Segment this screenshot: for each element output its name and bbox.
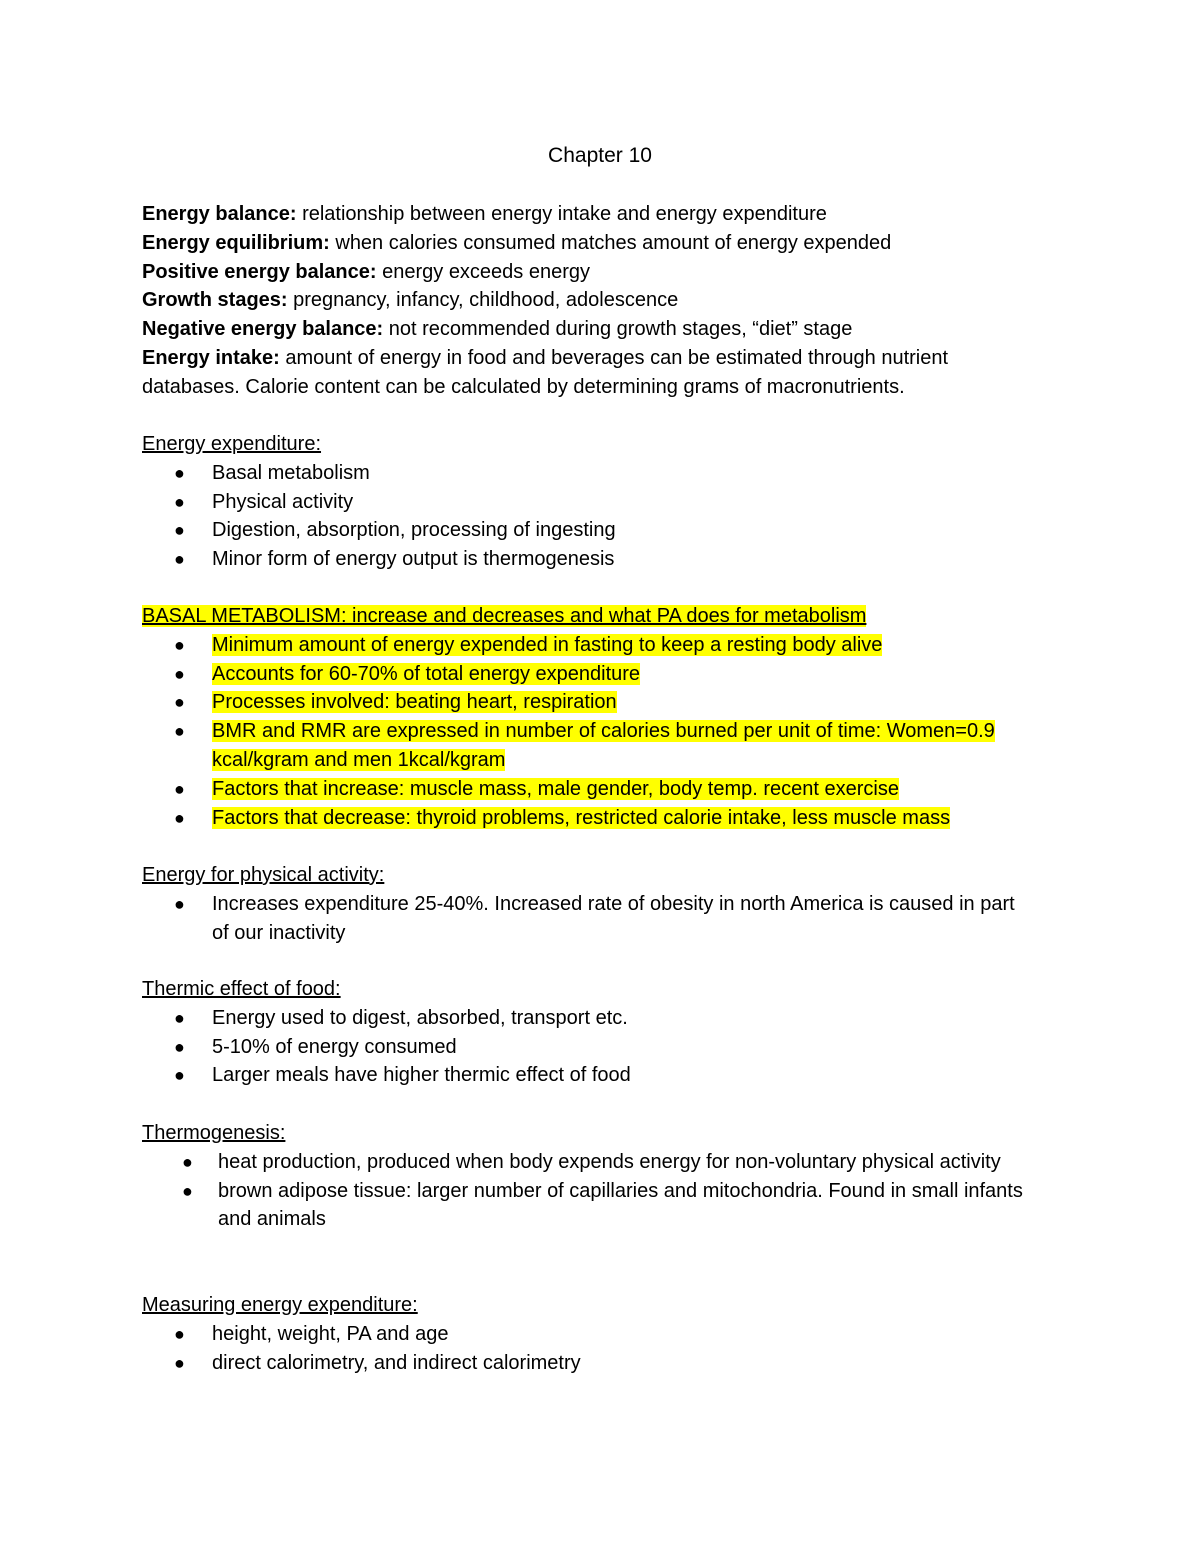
bullet-icon: ● bbox=[174, 1065, 185, 1086]
list-item-text: Processes involved: beating heart, respiration bbox=[212, 691, 617, 714]
list-item bbox=[142, 631, 1062, 660]
list-item-text: Increases expenditure 25-40%. Increased rate of obesity in north America is caused in part of our inactivity bbox=[212, 892, 1015, 944]
list-item-text: Minimum amount of energy expended in fasting to keep a resting body alive bbox=[212, 633, 883, 656]
section-heading: Measuring energy expenditure: bbox=[142, 1294, 418, 1316]
bullet-icon: ● bbox=[174, 1352, 185, 1373]
definition-energy-intake bbox=[142, 344, 1042, 402]
bullet-icon: ● bbox=[174, 520, 185, 541]
section-basal-metabolism bbox=[142, 602, 1062, 832]
list-item bbox=[142, 1320, 1062, 1349]
section-measuring-energy bbox=[142, 1291, 1062, 1377]
list-item-text-line-1: BMR and RMR are expressed in number of calories burned per unit of time: Women=0.9 bbox=[212, 720, 995, 743]
bullet-icon: ● bbox=[174, 778, 185, 799]
definition-text: amount of energy in food and beverages can be estimated through nutrient databases. Calorie content can be calculated by determining grams of macronutrients. bbox=[142, 346, 949, 398]
section-thermogenesis bbox=[142, 1119, 1062, 1234]
list-item bbox=[142, 516, 1062, 545]
list-item-text: brown adipose tissue: larger number of capillaries and mitochondria. Found in small infants and animals bbox=[218, 1179, 1023, 1231]
bullet-list bbox=[142, 1320, 1062, 1378]
definition-term: Positive energy balance: bbox=[142, 260, 377, 283]
page-title: Chapter 10 bbox=[548, 144, 652, 167]
section-heading: Energy expenditure: bbox=[142, 433, 322, 455]
list-item bbox=[142, 1349, 1062, 1378]
bullet-icon: ● bbox=[174, 549, 185, 570]
list-item bbox=[142, 717, 1062, 775]
list-item-text: Factors that decrease: thyroid problems, restricted calorie intake, less muscle mass bbox=[212, 806, 951, 829]
list-item bbox=[142, 688, 1062, 717]
bullet-icon: ● bbox=[174, 1036, 185, 1057]
definition-text: not recommended during growth stages, “diet” stage bbox=[383, 318, 853, 341]
list-item-text: 5-10% of energy consumed bbox=[212, 1035, 457, 1058]
list-item-text: heat production, produced when body expends energy for non-voluntary physical activity bbox=[218, 1150, 1001, 1173]
list-item-text: direct calorimetry, and indirect calorimetry bbox=[212, 1351, 581, 1374]
section-heading: Thermogenesis: bbox=[142, 1122, 286, 1144]
definition-text: pregnancy, infancy, childhood, adolescence bbox=[287, 289, 679, 312]
definitions-block bbox=[142, 200, 1042, 402]
list-item-text: height, weight, PA and age bbox=[212, 1322, 449, 1345]
definition-term: Negative energy balance: bbox=[142, 318, 384, 341]
bullet-icon: ● bbox=[174, 491, 185, 512]
bullet-icon: ● bbox=[174, 692, 185, 713]
bullet-list bbox=[142, 631, 1062, 833]
list-item-text: Accounts for 60-70% of total energy expenditure bbox=[212, 662, 641, 685]
list-item bbox=[142, 804, 1062, 833]
section-energy-physical-activity bbox=[142, 861, 1062, 947]
definition-term: Energy equilibrium: bbox=[142, 231, 330, 254]
bullet-icon: ● bbox=[174, 663, 185, 684]
definition-growth-stages bbox=[142, 286, 1042, 315]
bullet-icon: ● bbox=[174, 721, 185, 742]
bullet-icon: ● bbox=[174, 462, 185, 483]
definition-text: energy exceeds energy bbox=[376, 260, 591, 283]
definition-term: Energy balance: bbox=[142, 203, 297, 225]
list-item-text: Minor form of energy output is thermogenesis bbox=[212, 548, 615, 571]
bullet-list bbox=[142, 890, 1062, 948]
definition-positive-energy-balance bbox=[142, 258, 1042, 287]
bullet-list bbox=[142, 1004, 1062, 1090]
section-heading bbox=[142, 602, 1062, 631]
list-item bbox=[142, 1148, 1026, 1177]
bullet-list bbox=[142, 1148, 1062, 1234]
definition-negative-energy-balance bbox=[142, 315, 1042, 344]
list-item bbox=[142, 459, 1062, 488]
section-heading: Energy for physical activity: bbox=[142, 864, 385, 886]
section-heading: Thermic effect of food: bbox=[142, 978, 341, 1000]
definition-text: when calories consumed matches amount of energy expended bbox=[329, 231, 892, 254]
definition-text: relationship between energy intake and energy expenditure bbox=[296, 203, 827, 225]
list-item-text: Energy used to digest, absorbed, transport etc. bbox=[212, 1006, 628, 1029]
list-item-text: Factors that increase: muscle mass, male gender, body temp. recent exercise bbox=[212, 777, 899, 800]
list-item bbox=[142, 1061, 1062, 1090]
list-item bbox=[142, 545, 1062, 574]
bullet-icon: ● bbox=[174, 1323, 185, 1344]
bullet-icon: ● bbox=[182, 1151, 193, 1172]
bullet-icon: ● bbox=[174, 807, 185, 828]
definition-term: Energy intake: bbox=[142, 346, 280, 369]
definition-term: Growth stages: bbox=[142, 289, 288, 312]
bullet-icon: ● bbox=[174, 893, 185, 914]
list-item-text: Digestion, absorption, processing of ingesting bbox=[212, 519, 616, 542]
bullet-list bbox=[142, 459, 1062, 574]
list-item bbox=[142, 1033, 1062, 1062]
list-item bbox=[142, 775, 1062, 804]
section-energy-expenditure bbox=[142, 430, 1062, 574]
list-item bbox=[142, 1004, 1062, 1033]
list-item-text: Physical activity bbox=[212, 490, 354, 513]
bullet-icon: ● bbox=[174, 1007, 185, 1028]
list-item bbox=[142, 890, 1032, 948]
list-item bbox=[142, 660, 1062, 689]
highlighted-heading: BASAL METABOLISM: increase and decreases and what PA does for metabolism bbox=[142, 605, 867, 627]
bullet-icon: ● bbox=[174, 634, 185, 655]
definition-energy-equilibrium bbox=[142, 229, 1042, 258]
list-item bbox=[142, 488, 1062, 517]
section-thermic-effect bbox=[142, 975, 1062, 1090]
list-item-text: Larger meals have higher thermic effect of food bbox=[212, 1064, 631, 1087]
bullet-icon: ● bbox=[182, 1180, 193, 1201]
list-item-text: Basal metabolism bbox=[212, 461, 370, 484]
list-item bbox=[142, 1177, 1026, 1235]
definition-energy-balance bbox=[142, 200, 1042, 229]
list-item-text-line-2: kcal/kgram and men 1kcal/kgram bbox=[212, 748, 506, 771]
